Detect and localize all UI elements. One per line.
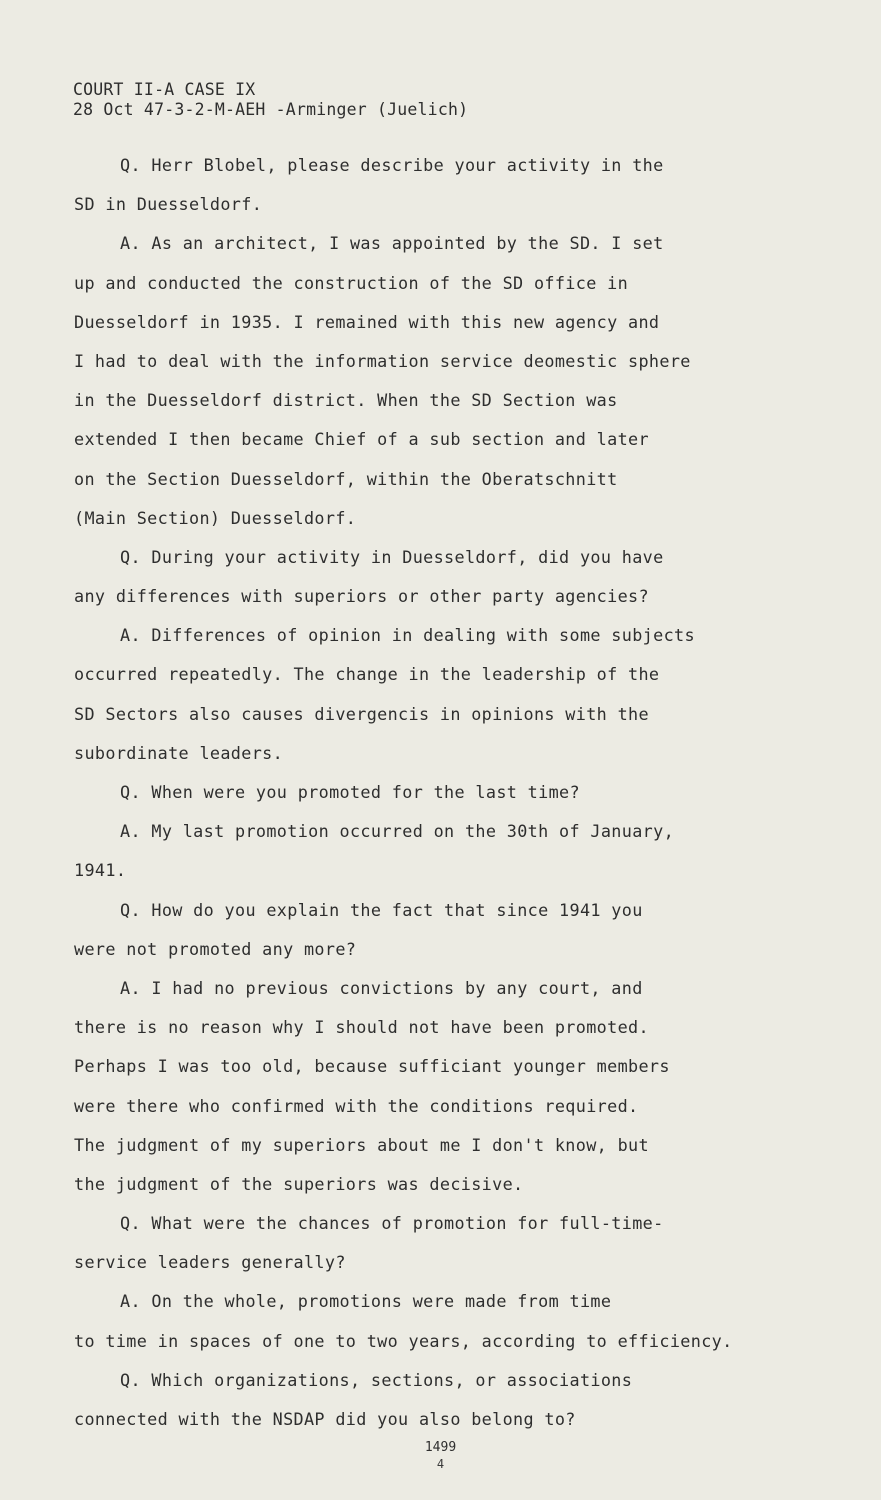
transcript-line: on the Section Duesseldorf, within the Oberatschnitt — [74, 468, 618, 489]
transcript-line: connected with the NSDAP did you also belong to? — [74, 1409, 576, 1429]
document-header — [73, 80, 468, 120]
transcript-line: Q. Herr Blobel, please describe your activity in the — [120, 155, 664, 175]
transcript-line: A. On the whole, promotions were made from time — [120, 1291, 612, 1312]
transcript-line: Q. When were you promoted for the last time? — [120, 782, 580, 802]
transcript-line: there is no reason why I should not have been promoted. — [74, 1017, 649, 1038]
transcript-line: A. I had no previous convictions by any court, and — [120, 977, 643, 998]
transcript-line: were there who confirmed with the conditions required. — [74, 1095, 639, 1116]
transcript-line: in the Duesseldorf district. When the SD Section was — [74, 390, 618, 411]
transcript-line: occurred repeatedly. The change in the leadership of the — [74, 664, 660, 685]
transcript-line: SD in Duesseldorf. — [74, 194, 263, 215]
transcript-line: subordinate leaders. — [74, 742, 284, 763]
transcript-line: Perhaps I was too old, because sufficiant younger members — [74, 1056, 670, 1077]
transcript-line: Q. What were the chances of promotion for full-time- — [120, 1213, 664, 1234]
session-line: 28 Oct 47-3-2-M-AEH -Arminger (Juelich) — [73, 100, 469, 119]
transcript-body — [74, 152, 814, 1445]
page-number: 1499 — [424, 1440, 457, 1455]
transcript-line: SD Sectors also causes divergencis in opinions with the — [74, 703, 649, 724]
transcript-line: A. My last promotion occurred on the 30th of January, — [120, 821, 675, 842]
transcript-line: Q. During your activity in Duesseldorf, did you have — [120, 546, 664, 567]
case-title: COURT II-A CASE IX — [73, 80, 256, 99]
transcript-line: A. Differences of opinion in dealing with some subjects — [120, 625, 695, 646]
transcript-line: any differences with superiors or other party agencies? — [74, 586, 649, 607]
transcript-line: 1941. — [74, 860, 127, 881]
page-mark: 4 — [436, 1457, 445, 1471]
transcript-line: The judgment of my superiors about me I don't know, but — [74, 1134, 649, 1155]
transcript-line: (Main Section) Duesseldorf. — [74, 507, 357, 528]
transcript-line: service leaders generally? — [74, 1252, 346, 1273]
transcript-line: up and conducted the construction of the SD office in — [74, 272, 629, 293]
transcript-line: to time in spaces of one to two years, according to efficiency. — [74, 1330, 733, 1351]
transcript-line: extended I then became Chief of a sub section and later — [74, 429, 649, 450]
transcript-line: Q. How do you explain the fact that since 1941 you — [120, 899, 643, 920]
transcript-line: Q. Which organizations, sections, or associations — [120, 1369, 633, 1390]
transcript-line: the judgment of the superiors was decisive. — [74, 1173, 524, 1194]
transcript-line: Duesseldorf in 1935. I remained with this new agency and — [74, 311, 660, 332]
transcript-line: I had to deal with the information service deomestic sphere — [74, 350, 691, 371]
transcript-line: were not promoted any more? — [74, 938, 357, 959]
transcript-line: A. As an architect, I was appointed by the SD. I set — [120, 233, 664, 254]
